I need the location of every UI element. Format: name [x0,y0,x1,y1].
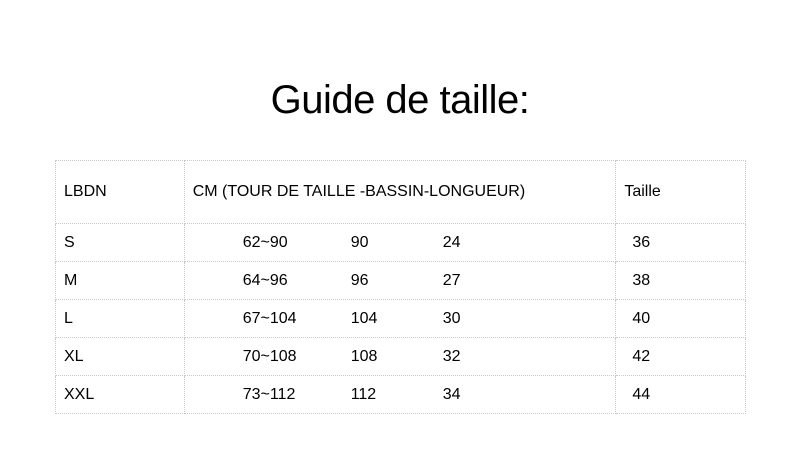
table-row [56,300,746,338]
size-guide-table [55,160,746,414]
table-header-row [56,161,746,224]
measurements-cell [184,376,616,414]
size-cell: L [56,300,185,338]
tour-de-taille-value: 62~90 [242,233,288,251]
table-row [56,376,746,414]
tour-de-taille-value: 64~96 [242,271,288,289]
measurements-cell [184,338,616,376]
tour-de-taille-value: 73~112 [242,385,296,403]
tour-de-taille-value: 67~104 [242,309,297,327]
header-taille: Taille [616,161,746,224]
bassin-value: 104 [350,309,378,327]
longueur-value: 24 [442,233,461,251]
measurements-cell [184,262,616,300]
longueur-value: 34 [442,385,461,403]
table-row [56,224,746,262]
page-title: Guide de taille: [270,78,530,122]
measurements-cell [184,224,616,262]
taille-cell: 36 [616,224,746,262]
tour-de-taille-value: 70~108 [242,347,297,365]
taille-cell: 44 [616,376,746,414]
longueur-value: 30 [442,309,461,327]
bassin-value: 96 [350,271,369,289]
size-cell: M [56,262,185,300]
size-cell: XL [56,338,185,376]
table-row [56,338,746,376]
size-cell: XXL [56,376,185,414]
size-cell: S [56,224,185,262]
bassin-value: 108 [350,347,378,365]
bassin-value: 90 [350,233,369,251]
taille-cell: 42 [616,338,746,376]
taille-cell: 40 [616,300,746,338]
longueur-value: 27 [442,271,461,289]
header-measurements: CM (TOUR DE TAILLE -BASSIN-LONGUEUR) [184,161,616,224]
header-size: LBDN [56,161,185,224]
bassin-value: 112 [350,385,377,403]
measurements-cell [184,300,616,338]
taille-cell: 38 [616,262,746,300]
longueur-value: 32 [442,347,461,365]
table-row [56,262,746,300]
